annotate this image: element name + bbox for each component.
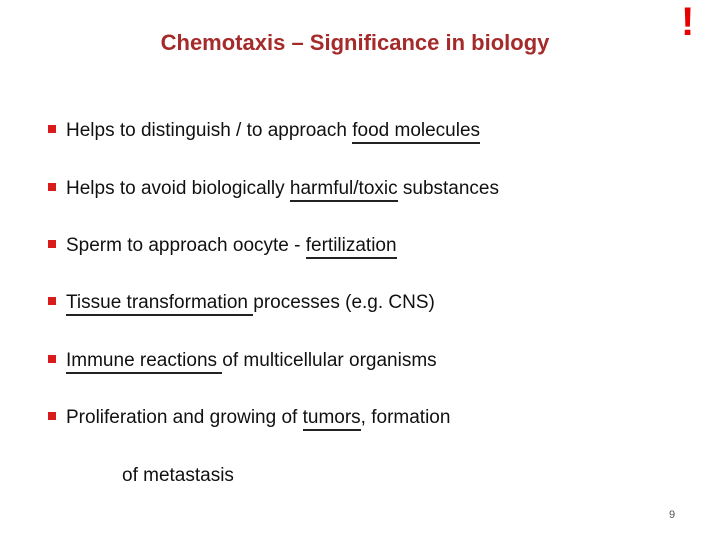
bullet-food-molecules	[48, 120, 480, 142]
bullet-underlined-term: Tissue transformation	[66, 292, 253, 316]
bullet-underlined-term: food molecules	[352, 120, 480, 144]
bullet-text-post: of multicellular organisms	[222, 350, 437, 371]
bullet-tumors	[48, 407, 450, 429]
bullet-square-icon	[48, 297, 56, 305]
bullet-underlined-term: Immune reactions	[66, 350, 222, 374]
bullet-text: Helps to avoid biologically	[66, 178, 290, 199]
bullet-underlined-term: fertilization	[306, 235, 397, 259]
bullet-text: Helps to distinguish / to approach	[66, 120, 353, 141]
bullet-square-icon	[48, 125, 56, 133]
bullet-immune-reactions	[48, 350, 437, 372]
exclamation-icon: !	[681, 0, 695, 44]
bullet-harmful-toxic	[48, 178, 499, 200]
bullet-text: Sperm to approach oocyte -	[66, 235, 306, 256]
bullet-square-icon	[48, 355, 56, 363]
bullet-square-icon	[48, 412, 56, 420]
bullet-underlined-term: tumors	[303, 407, 361, 431]
bullet-square-icon	[48, 240, 56, 248]
bullet-text-post: processes (e.g. CNS)	[253, 292, 435, 313]
bullet-underlined-term: harmful/toxic	[290, 178, 398, 202]
bullet-text: Proliferation and growing of	[66, 407, 303, 428]
bullet-square-icon	[48, 183, 56, 191]
bullet-tissue-transformation	[48, 292, 435, 314]
bullet-continuation: of metastasis	[122, 465, 234, 486]
bullet-text-post: substances	[397, 178, 500, 199]
slide-title: Chemotaxis – Significance in biology	[160, 30, 550, 55]
bullet-fertilization	[48, 235, 397, 257]
bullet-text-post: , formation	[360, 407, 451, 428]
page-number: 9	[669, 509, 676, 521]
